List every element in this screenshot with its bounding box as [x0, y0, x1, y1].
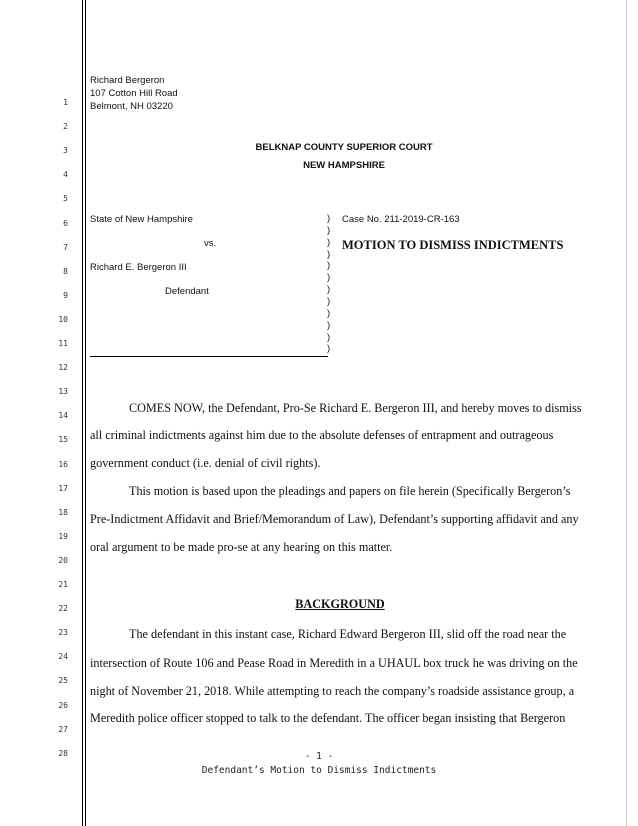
- caption-paren: ): [327, 236, 331, 248]
- p2-line-2: Pre-Indictment Affidavit and Brief/Memorandum of Law), Defendant’s supporting affidavit and any: [90, 512, 579, 526]
- line-number: 7: [63, 242, 68, 252]
- p2-line-1: This motion is based upon the pleadings and papers on file herein (Specifically Bergeron’s: [129, 484, 571, 498]
- caption-paren: ): [327, 295, 331, 307]
- versus-label: vs.: [204, 238, 217, 249]
- line-number: 16: [58, 459, 68, 469]
- line-number: 15: [58, 435, 68, 445]
- margin-rule-left: [82, 0, 83, 826]
- caption-paren: ): [327, 272, 331, 284]
- defendant-name: Richard E. Bergeron III: [90, 262, 187, 273]
- sender-name: Richard Bergeron: [90, 75, 165, 86]
- line-number: 21: [58, 580, 68, 589]
- caption-paren: ): [327, 307, 331, 319]
- defendant-role: Defendant: [165, 286, 209, 297]
- line-number: 28: [58, 748, 68, 758]
- line-number: 27: [58, 724, 68, 734]
- line-number: 1: [63, 98, 68, 107]
- line-number: 3: [63, 146, 68, 156]
- line-number: 6: [63, 218, 68, 228]
- line-number: 4: [63, 170, 68, 180]
- line-number: 22: [58, 604, 68, 614]
- line-number: 20: [58, 555, 68, 565]
- sender-city: Belmont, NH 03220: [90, 101, 173, 112]
- section-heading: BACKGROUND: [295, 597, 385, 611]
- p3-line-2: intersection of Route 106 and Pease Road in Meredith in a UHAUL box truck he was driving on the: [90, 656, 578, 670]
- caption-paren: ): [327, 213, 331, 224]
- line-number: 11: [58, 339, 68, 348]
- p2-line-3: oral argument to be made pro-se at any hearing on this matter.: [90, 540, 393, 554]
- p3-line-4: Meredith police officer stopped to talk to the defendant. The officer began insisting that Bergeron: [90, 711, 566, 725]
- caption-paren: ): [327, 343, 331, 355]
- line-number: 26: [58, 700, 68, 710]
- caption-paren: ): [327, 248, 331, 260]
- line-number: 9: [63, 290, 68, 300]
- line-number: 10: [58, 314, 68, 324]
- line-number: 24: [58, 652, 68, 662]
- line-number: 23: [58, 628, 68, 638]
- caption-paren: ): [327, 260, 331, 272]
- line-number: 12: [58, 363, 68, 373]
- line-number: 25: [58, 676, 68, 686]
- margin-rule-right: [626, 0, 627, 826]
- p1-line-1: COMES NOW, the Defendant, Pro-Se Richard E. Bergeron III, and hereby moves to dismiss: [129, 401, 582, 415]
- line-number: 2: [63, 122, 68, 132]
- case-number: Case No. 211-2019-CR-163: [342, 214, 460, 225]
- margin-rule-inner: [85, 0, 86, 826]
- caption-underline: [90, 356, 328, 357]
- motion-title: MOTION TO DISMISS INDICTMENTS: [342, 238, 564, 252]
- court-state: NEW HAMPSHIRE: [303, 160, 385, 171]
- p3-line-1: The defendant in this instant case, Richard Edward Bergeron III, slid off the road near the: [129, 627, 567, 641]
- line-number: 13: [58, 387, 68, 397]
- p1-line-3: government conduct (i.e. denial of civil rights).: [90, 456, 321, 470]
- p1-line-2: all criminal indictments against him due to the absolute defenses of entrapment and outrageous: [90, 428, 554, 442]
- footer-title: Defendant’s Motion to Dismiss Indictments: [201, 765, 437, 776]
- caption-paren: ): [327, 331, 331, 343]
- line-number: 17: [58, 483, 68, 493]
- plaintiff-name: State of New Hampshire: [90, 214, 193, 225]
- caption-paren: ): [327, 284, 331, 296]
- sender-street: 107 Cotton Hill Road: [90, 88, 178, 99]
- footer-page-number: - 1 -: [304, 751, 334, 762]
- line-number: 18: [58, 507, 68, 517]
- line-number: 5: [63, 194, 68, 204]
- caption-paren: ): [327, 319, 331, 331]
- line-number: 14: [58, 411, 68, 421]
- line-number: 19: [58, 531, 68, 541]
- line-number: 8: [63, 266, 68, 276]
- p3-line-3: night of November 21, 2018. While attempting to reach the company’s roadside assistance group, a: [90, 684, 575, 698]
- caption-paren: ): [327, 224, 331, 236]
- court-name: BELKNAP COUNTY SUPERIOR COURT: [255, 142, 433, 153]
